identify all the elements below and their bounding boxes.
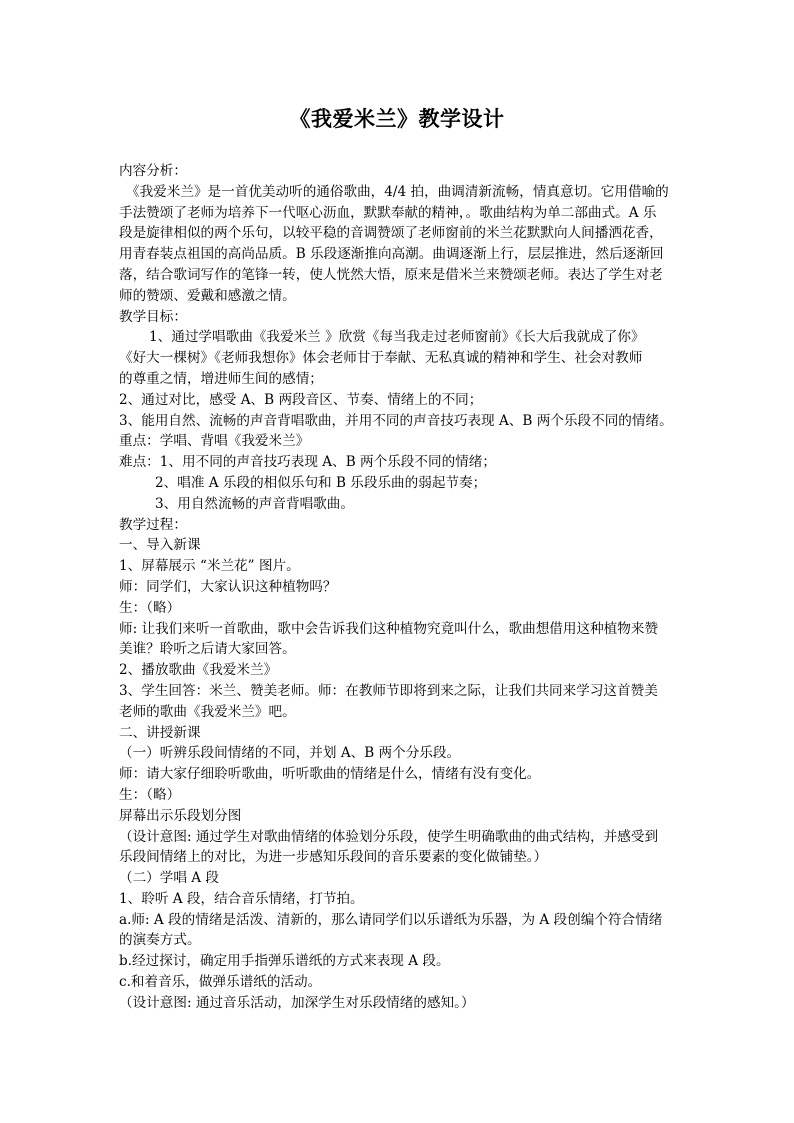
text-line: 用青春装点祖国的高尚品质。B 乐段逐渐推向高潮。曲调逐渐上行，层层推进，然后逐渐回 — [119, 246, 664, 263]
text-line: 3、能用自然、流畅的声音背唱歌曲，并用不同的声音技巧表现 A、B 两个乐段不同的情绪。 — [119, 412, 673, 429]
text-line: b.经过探讨，确定用手指弹乐谱纸的方式来表现 A 段。 — [119, 953, 450, 970]
text-line: 1、屏幕展示 “米兰花” 图片。 — [119, 558, 300, 575]
text-line: 教学目标： — [119, 308, 187, 325]
text-line: （一）听辨乐段间情绪的不同，并划 A、B 两个分乐段。 — [119, 745, 461, 762]
text-line: 的尊重之情，增进师生间的感情； — [119, 370, 323, 387]
text-line: 乐段间情绪上的对比，为进一步感知乐段间的音乐要素的变化做铺垫。） — [119, 849, 548, 866]
document-title: 《我爱米兰》教学设计 — [289, 106, 505, 131]
text-line: 教学过程： — [119, 516, 187, 533]
text-line: 师的赞颂、爱戴和感激之情。 — [119, 287, 296, 304]
text-line: 《我爱米兰》是一首优美动听的通俗歌曲，4/4 拍，曲调清新流畅，情真意切。它用借喻的 — [126, 183, 669, 200]
text-line: 1、聆听 A 段，结合音乐情绪，打节拍。 — [119, 890, 364, 907]
text-line: 段是旋律相似的两个乐句，以较平稳的音调赞颂了老师窗前的米兰花默默向人间播洒花香， — [119, 225, 663, 242]
text-line: 一、导入新课 — [119, 537, 201, 554]
text-line: 老师的歌曲《我爱米兰》吧。 — [119, 703, 296, 720]
text-line: 二、讲授新课 — [119, 724, 201, 741]
text-line: 3、学生回答：米兰、赞美老师。师：在教师节即将到来之际，让我们共同来学习这首赞美 — [119, 682, 658, 699]
text-line: 难点：1、用不同的声音技巧表现 A、B 两个乐段不同的情绪； — [119, 454, 496, 471]
text-line: 屏幕出示乐段划分图 — [119, 807, 242, 824]
text-line: 生：（略） — [119, 786, 181, 803]
document-body — [119, 161, 677, 1014]
text-line: 2、唱准 A 乐段的相似乐句和 B 乐段乐曲的弱起节奏； — [155, 474, 487, 491]
text-line: a.师: A 段的情绪是活泼、清新的，那么请同学们以乐谱纸为乐器，为 A 段创编个符合情绪 — [119, 911, 663, 928]
text-line: c.和着音乐，做弹乐谱纸的活动。 — [119, 974, 322, 991]
text-line: （设计意图: 通过音乐活动，加深学生对乐段情绪的感知。） — [119, 994, 475, 1011]
text-line: 落，结合歌词写作的笔锋一转，使人恍然大悟，原来是借米兰来赞颂老师。表达了学生对老 — [119, 266, 663, 283]
text-line: 手法赞颂了老师为培养下一代呕心沥血，默默奉献的精神，。歌曲结构为单二部曲式。A 乐 — [119, 204, 657, 221]
text-line: 生：（略） — [119, 599, 181, 616]
text-line: 1、通过学唱歌曲《我爱米兰 》欣赏《每当我走过老师窗前》《长大后我就成了你》 — [149, 329, 645, 346]
text-line: 美谁？聆听之后请大家回答。 — [119, 641, 296, 658]
text-line: 2、通过对比，感受 A、B 两段音区、节奏、情绪上的不同； — [119, 391, 483, 408]
text-line: （设计意图: 通过学生对歌曲情绪的体验划分乐段，使学生明确歌曲的曲式结构，并感受到 — [119, 828, 659, 845]
text-line: 重点：学唱、背唱《我爱米兰》 — [119, 433, 310, 450]
text-line: 师：请大家仔细聆听歌曲，听听歌曲的情绪是什么，情绪有没有变化。 — [119, 766, 541, 783]
text-line: 师：同学们，大家认识这种植物吗？ — [119, 578, 337, 595]
text-line: （二）学唱 A 段 — [119, 870, 220, 887]
text-line: 3、用自然流畅的声音背唱歌曲。 — [155, 495, 354, 512]
text-line: 2、播放歌曲《我爱米兰》 — [119, 662, 278, 679]
text-line: 内容分析： — [119, 163, 187, 179]
text-line: 《好大一棵树》《老师我想你》体会老师甘于奉献、无私真诚的精神和学生、社会对教师 — [119, 350, 643, 367]
text-line: 的演奏方式。 — [119, 932, 201, 949]
text-line: 师: 让我们来听一首歌曲，歌中会告诉我们这种植物究竟叫什么，歌曲想借用这种植物来赞 — [119, 620, 659, 637]
